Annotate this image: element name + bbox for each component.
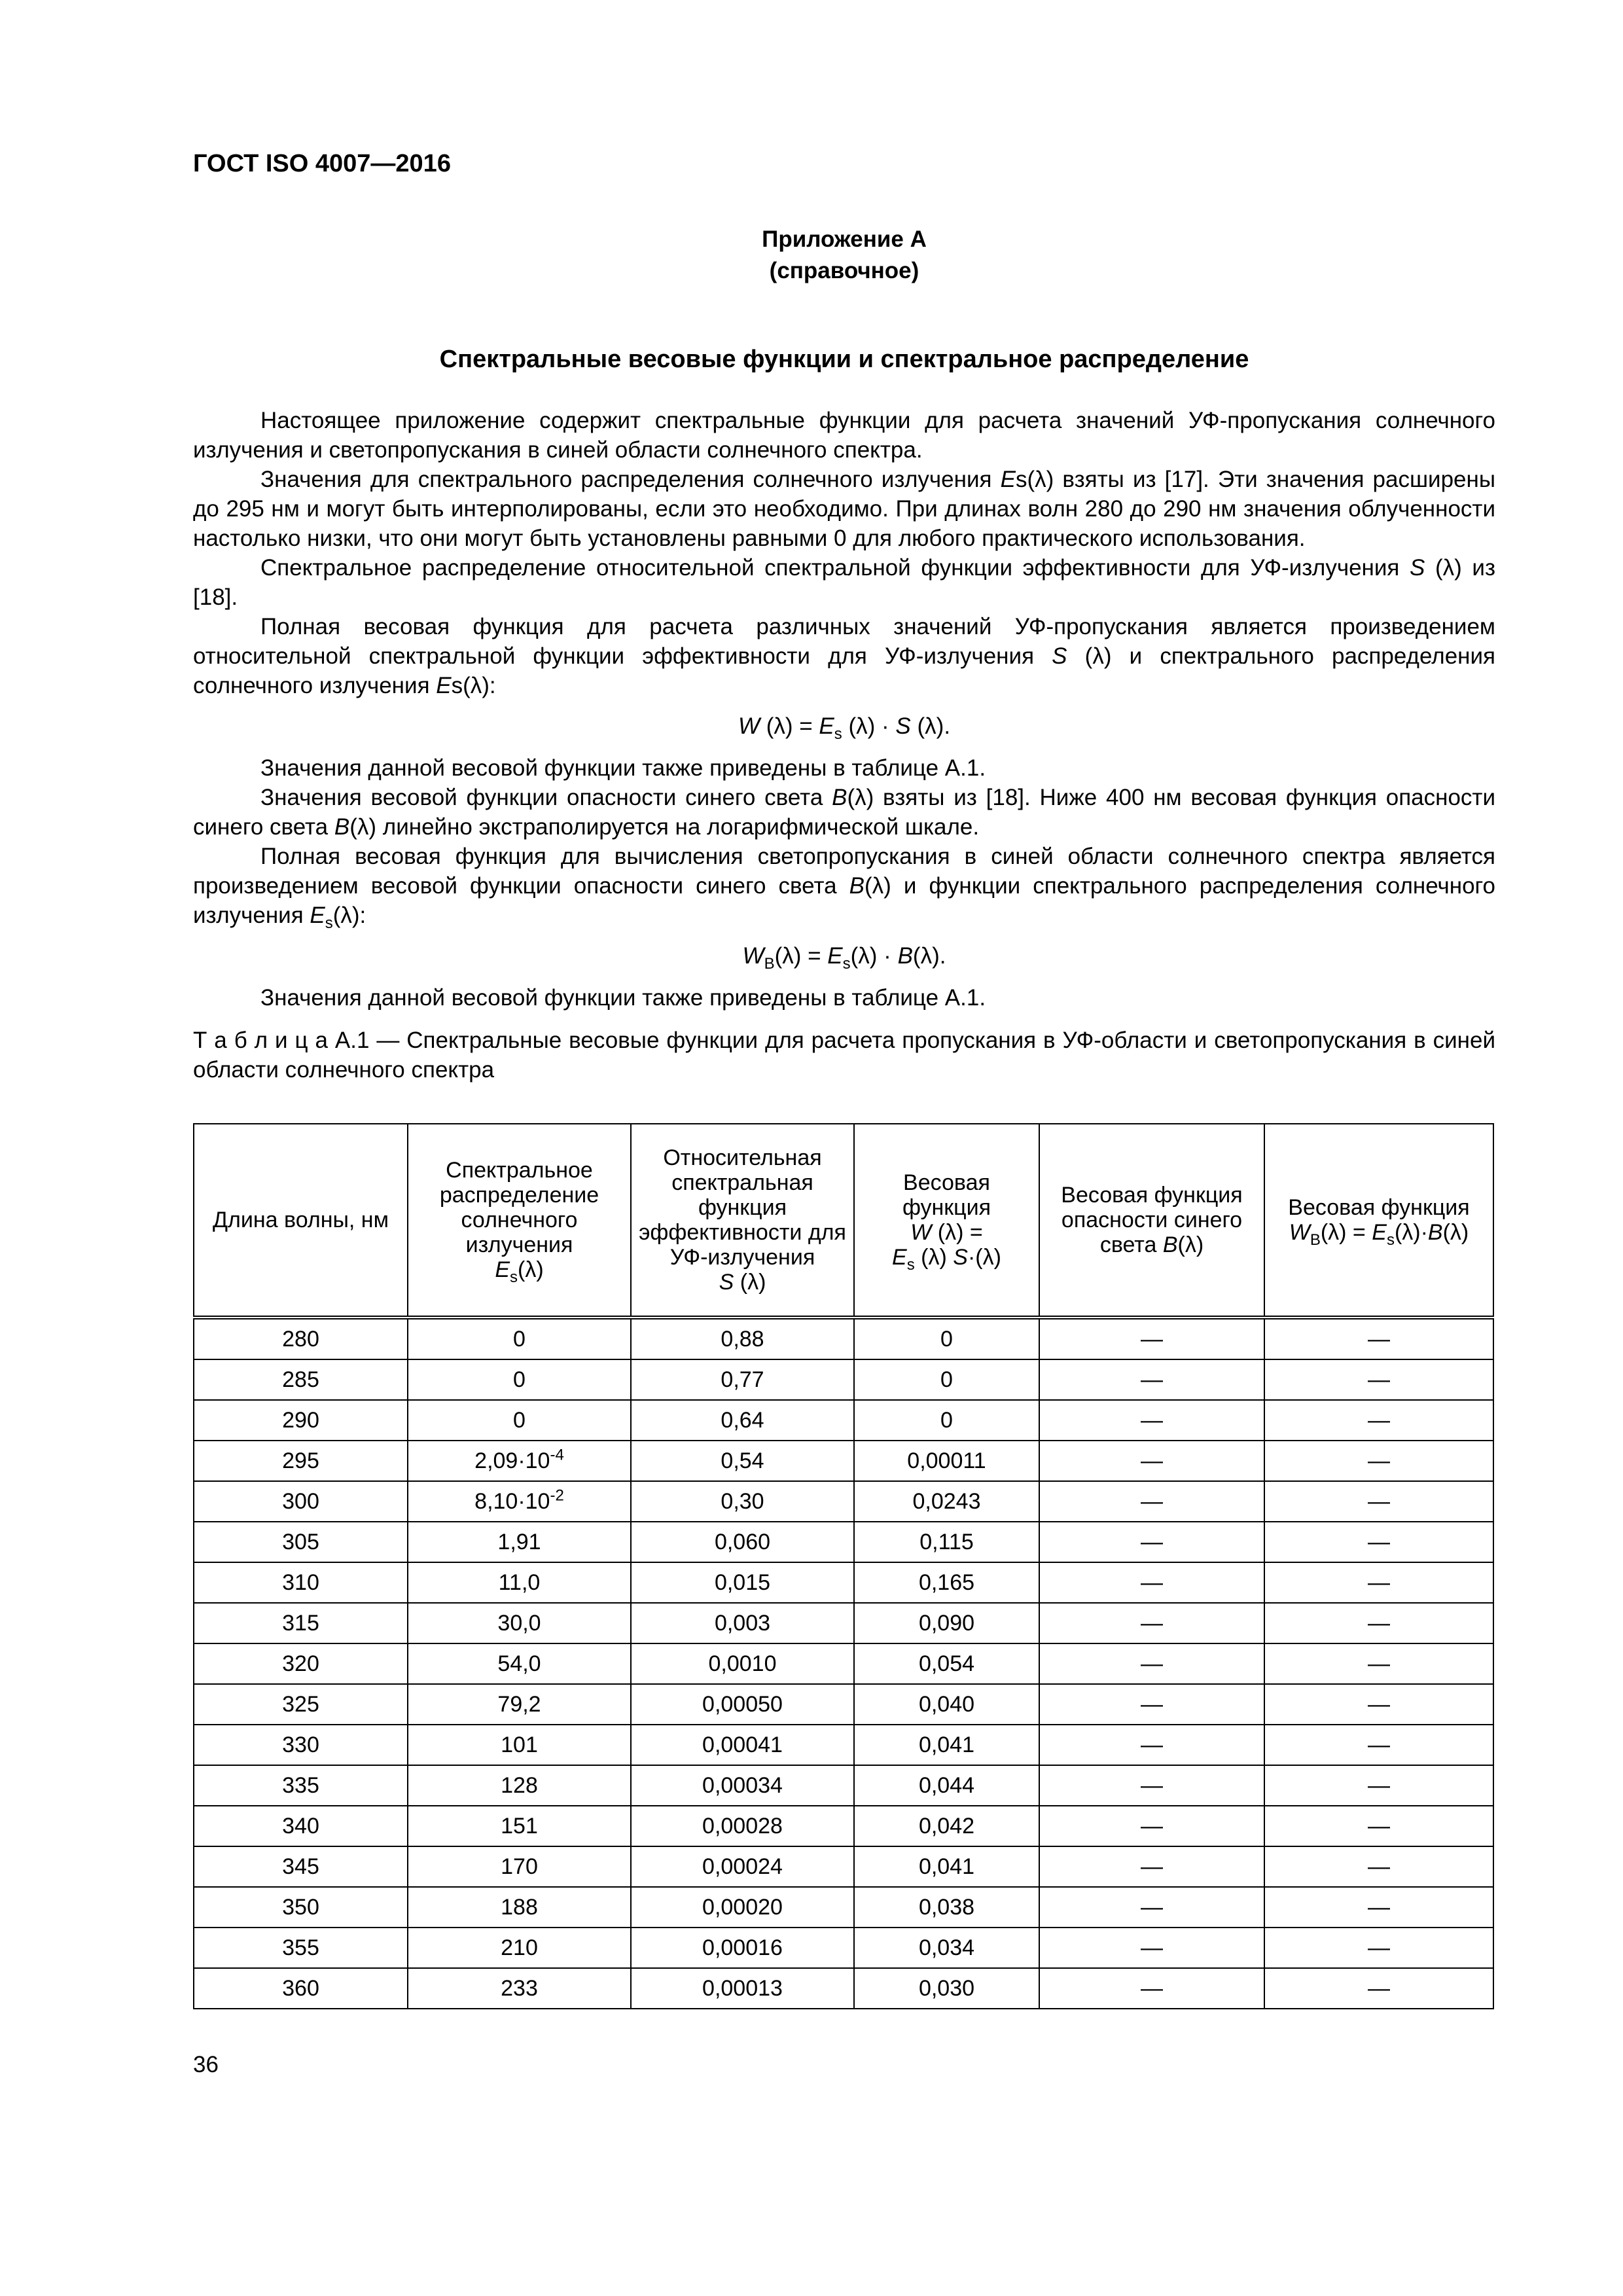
cell-uv-efficiency: 0,00041 bbox=[631, 1725, 854, 1765]
cell-wavelength: 360 bbox=[194, 1968, 408, 2009]
cell-blue-light-hazard: — bbox=[1039, 1928, 1264, 1968]
cell-weighting-w: 0,165 bbox=[854, 1562, 1039, 1603]
page-number: 36 bbox=[193, 2052, 219, 2077]
cell-solar-distribution: 0 bbox=[408, 1318, 631, 1359]
table-row bbox=[194, 1400, 1493, 1441]
formula-wb: $W_B(\lambda) = E_s(\lambda) \cdot B(\lambda)$. bbox=[742, 943, 946, 973]
cell-weighting-w: 0 bbox=[854, 1318, 1039, 1359]
cell-wavelength: 290 bbox=[194, 1400, 408, 1441]
table-row bbox=[194, 1643, 1493, 1684]
table-row bbox=[194, 1684, 1493, 1725]
cell-blue-light-hazard: — bbox=[1039, 1643, 1264, 1684]
cell-solar-distribution: 151 bbox=[408, 1806, 631, 1846]
cell-uv-efficiency: 0,00016 bbox=[631, 1928, 854, 1968]
paragraph-8: Значения данной весовой функции также приведены в таблице А.1. bbox=[260, 985, 986, 1011]
cell-weighting-wb: — bbox=[1264, 1359, 1493, 1400]
cell-weighting-w: 0,115 bbox=[854, 1522, 1039, 1562]
cell-weighting-wb: — bbox=[1264, 1684, 1493, 1725]
spectral-weighting-table bbox=[193, 1123, 1494, 2009]
header-wavelength: Длина волны, нм bbox=[194, 1124, 408, 1318]
cell-solar-distribution: 0 bbox=[408, 1400, 631, 1441]
cell-weighting-w: 0,042 bbox=[854, 1806, 1039, 1846]
cell-blue-light-hazard: — bbox=[1039, 1846, 1264, 1887]
paragraph-1: Настоящее приложение содержит спектральные функции для расчета значений УФ-пропускания солнечного излучения и светопропускания в синей области солнечного спектра. bbox=[193, 408, 1495, 463]
cell-wavelength: 280 bbox=[194, 1318, 408, 1359]
cell-solar-distribution: 1,91 bbox=[408, 1522, 631, 1562]
cell-uv-efficiency: 0,64 bbox=[631, 1400, 854, 1441]
cell-uv-efficiency: 0,30 bbox=[631, 1481, 854, 1522]
cell-solar-distribution: $8,10\cdot 10^{-2}$ bbox=[408, 1481, 631, 1522]
cell-blue-light-hazard: — bbox=[1039, 1318, 1264, 1359]
annex-label: Приложение А bbox=[762, 226, 927, 252]
cell-weighting-wb: — bbox=[1264, 1562, 1493, 1603]
paragraph-4: Полная весовая функция для расчета различных значений УФ-пропускания является произведением относительной спектральной функции эффективности для УФ-излучения S (λ) и спектрального распределения солнечного излучения Es(λ): bbox=[193, 614, 1495, 698]
cell-wavelength: 335 bbox=[194, 1765, 408, 1806]
cell-blue-light-hazard: — bbox=[1039, 1481, 1264, 1522]
table-row bbox=[194, 1481, 1493, 1522]
cell-wavelength: 355 bbox=[194, 1928, 408, 1968]
cell-wavelength: 340 bbox=[194, 1806, 408, 1846]
cell-weighting-w: 0,00011 bbox=[854, 1441, 1039, 1481]
cell-weighting-w: 0,054 bbox=[854, 1643, 1039, 1684]
cell-solar-distribution: 30,0 bbox=[408, 1603, 631, 1643]
cell-uv-efficiency: 0,88 bbox=[631, 1318, 854, 1359]
table-row bbox=[194, 1441, 1493, 1481]
table-caption: Т а б л и ц а А.1 — Спектральные весовые функции для расчета пропускания в УФ-области и светопропускания в синей области солнечного спектра bbox=[193, 1028, 1495, 1083]
cell-weighting-w: 0,030 bbox=[854, 1968, 1039, 2009]
cell-weighting-wb: — bbox=[1264, 1441, 1493, 1481]
annex-type: (справочное) bbox=[769, 258, 919, 283]
cell-weighting-w: 0,041 bbox=[854, 1725, 1039, 1765]
table-row bbox=[194, 1887, 1493, 1928]
table-row bbox=[194, 1359, 1493, 1400]
cell-blue-light-hazard: — bbox=[1039, 1522, 1264, 1562]
paragraph-5: Значения данной весовой функции также приведены в таблице А.1. bbox=[260, 755, 986, 781]
cell-solar-distribution: $2,09\cdot 10^{-4}$ bbox=[408, 1441, 631, 1481]
header-solar-distribution: Спектральное распределение солнечного излучения $E_s(\lambda)$ bbox=[408, 1124, 631, 1318]
cell-uv-efficiency: 0,00024 bbox=[631, 1846, 854, 1887]
section-title: Спектральные весовые функции и спектральное распределение bbox=[439, 346, 1249, 373]
cell-uv-efficiency: 0,00050 bbox=[631, 1684, 854, 1725]
header-weighting-w: Весовая функция W (λ) = $E_s$ (λ) S·(λ) bbox=[854, 1124, 1039, 1318]
paragraph-6: Значения весовой функции опасности синего света B(λ) взяты из [18]. Ниже 400 нм весовая функция опасности синего света B(λ) линейно экстраполируется на логарифмической шкале. bbox=[193, 785, 1496, 840]
cell-wavelength: 310 bbox=[194, 1562, 408, 1603]
cell-solar-distribution: 210 bbox=[408, 1928, 631, 1968]
table-row bbox=[194, 1968, 1493, 2009]
cell-blue-light-hazard: — bbox=[1039, 1400, 1264, 1441]
cell-uv-efficiency: 0,00034 bbox=[631, 1765, 854, 1806]
cell-weighting-w: 0,034 bbox=[854, 1928, 1039, 1968]
body-text bbox=[193, 406, 1495, 1085]
cell-blue-light-hazard: — bbox=[1039, 1562, 1264, 1603]
table-row bbox=[194, 1522, 1493, 1562]
cell-uv-efficiency: 0,77 bbox=[631, 1359, 854, 1400]
cell-weighting-wb: — bbox=[1264, 1643, 1493, 1684]
table-row bbox=[194, 1806, 1493, 1846]
cell-weighting-wb: — bbox=[1264, 1400, 1493, 1441]
cell-blue-light-hazard: — bbox=[1039, 1765, 1264, 1806]
cell-blue-light-hazard: — bbox=[1039, 1603, 1264, 1643]
cell-solar-distribution: 0 bbox=[408, 1359, 631, 1400]
cell-uv-efficiency: 0,003 bbox=[631, 1603, 854, 1643]
cell-wavelength: 315 bbox=[194, 1603, 408, 1643]
cell-weighting-wb: — bbox=[1264, 1318, 1493, 1359]
cell-wavelength: 285 bbox=[194, 1359, 408, 1400]
cell-wavelength: 305 bbox=[194, 1522, 408, 1562]
cell-wavelength: 295 bbox=[194, 1441, 408, 1481]
cell-weighting-wb: — bbox=[1264, 1481, 1493, 1522]
cell-uv-efficiency: 0,00020 bbox=[631, 1887, 854, 1928]
cell-uv-efficiency: 0,060 bbox=[631, 1522, 854, 1562]
table-row bbox=[194, 1846, 1493, 1887]
table-row bbox=[194, 1562, 1493, 1603]
cell-weighting-wb: — bbox=[1264, 1846, 1493, 1887]
formula-w: W $(\lambda) = E_s$ (λ) · S (λ). bbox=[738, 713, 951, 743]
cell-blue-light-hazard: — bbox=[1039, 1725, 1264, 1765]
cell-solar-distribution: 170 bbox=[408, 1846, 631, 1887]
cell-wavelength: 330 bbox=[194, 1725, 408, 1765]
cell-weighting-w: 0,041 bbox=[854, 1846, 1039, 1887]
cell-blue-light-hazard: — bbox=[1039, 1968, 1264, 2009]
table-body bbox=[194, 1318, 1493, 2009]
table-header-row bbox=[194, 1124, 1493, 1318]
cell-solar-distribution: 128 bbox=[408, 1765, 631, 1806]
table-row bbox=[194, 1928, 1493, 1968]
cell-blue-light-hazard: — bbox=[1039, 1806, 1264, 1846]
document-code: ГОСТ ISO 4007—2016 bbox=[193, 150, 451, 177]
cell-wavelength: 345 bbox=[194, 1846, 408, 1887]
cell-weighting-wb: — bbox=[1264, 1928, 1493, 1968]
cell-wavelength: 350 bbox=[194, 1887, 408, 1928]
header-blue-light-hazard: Весовая функция опасности синего света B(λ) bbox=[1039, 1124, 1264, 1318]
cell-weighting-wb: — bbox=[1264, 1968, 1493, 2009]
cell-weighting-wb: — bbox=[1264, 1522, 1493, 1562]
cell-blue-light-hazard: — bbox=[1039, 1684, 1264, 1725]
cell-weighting-wb: — bbox=[1264, 1725, 1493, 1765]
annex-heading bbox=[193, 224, 1495, 287]
cell-blue-light-hazard: — bbox=[1039, 1359, 1264, 1400]
cell-solar-distribution: 11,0 bbox=[408, 1562, 631, 1603]
cell-solar-distribution: 188 bbox=[408, 1887, 631, 1928]
paragraph-7: Полная весовая функция для вычисления светопропускания в синей области солнечного спектра является произведением весовой функции опасности синего света B(λ) и функции спектрального распределения солнечного излучения $E_s(\lambda)$: bbox=[193, 844, 1495, 932]
paragraph-2: Значения для спектрального распределения солнечного излучения Es(λ) взяты из [17]. Эти значения расширены до 295 нм и могут быть интерполированы, если это необходимо. При длинах волн 280 до 290 нм значения облученности настолько низки, что они могут быть установлены равными 0 для любого практического использования. bbox=[193, 467, 1496, 551]
cell-weighting-w: 0 bbox=[854, 1400, 1039, 1441]
cell-uv-efficiency: 0,54 bbox=[631, 1441, 854, 1481]
cell-weighting-wb: — bbox=[1264, 1765, 1493, 1806]
cell-weighting-wb: — bbox=[1264, 1806, 1493, 1846]
cell-weighting-w: 0,0243 bbox=[854, 1481, 1039, 1522]
cell-weighting-w: 0,040 bbox=[854, 1684, 1039, 1725]
cell-weighting-w: 0,090 bbox=[854, 1603, 1039, 1643]
cell-weighting-w: 0,044 bbox=[854, 1765, 1039, 1806]
cell-blue-light-hazard: — bbox=[1039, 1441, 1264, 1481]
header-uv-efficiency: Относительная спектральная функция эффективности для УФ-излучения S (λ) bbox=[631, 1124, 854, 1318]
cell-uv-efficiency: 0,00013 bbox=[631, 1968, 854, 2009]
header-weighting-wb: Весовая функция $W_B(\lambda) = E_s(\lambda)\cdot B(\lambda)$ bbox=[1264, 1124, 1493, 1318]
cell-blue-light-hazard: — bbox=[1039, 1887, 1264, 1928]
paragraph-3: Спектральное распределение относительной спектральной функции эффективности для УФ-излучения S (λ) из [18]. bbox=[193, 555, 1495, 610]
cell-wavelength: 325 bbox=[194, 1684, 408, 1725]
cell-solar-distribution: 79,2 bbox=[408, 1684, 631, 1725]
cell-uv-efficiency: 0,00028 bbox=[631, 1806, 854, 1846]
cell-wavelength: 300 bbox=[194, 1481, 408, 1522]
cell-solar-distribution: 233 bbox=[408, 1968, 631, 2009]
cell-weighting-wb: — bbox=[1264, 1887, 1493, 1928]
cell-wavelength: 320 bbox=[194, 1643, 408, 1684]
cell-weighting-w: 0 bbox=[854, 1359, 1039, 1400]
cell-solar-distribution: 54,0 bbox=[408, 1643, 631, 1684]
table-row bbox=[194, 1765, 1493, 1806]
cell-weighting-w: 0,038 bbox=[854, 1887, 1039, 1928]
cell-weighting-wb: — bbox=[1264, 1603, 1493, 1643]
cell-uv-efficiency: 0,015 bbox=[631, 1562, 854, 1603]
table-row bbox=[194, 1603, 1493, 1643]
cell-uv-efficiency: 0,0010 bbox=[631, 1643, 854, 1684]
cell-solar-distribution: 101 bbox=[408, 1725, 631, 1765]
table-row bbox=[194, 1725, 1493, 1765]
table-row bbox=[194, 1318, 1493, 1359]
